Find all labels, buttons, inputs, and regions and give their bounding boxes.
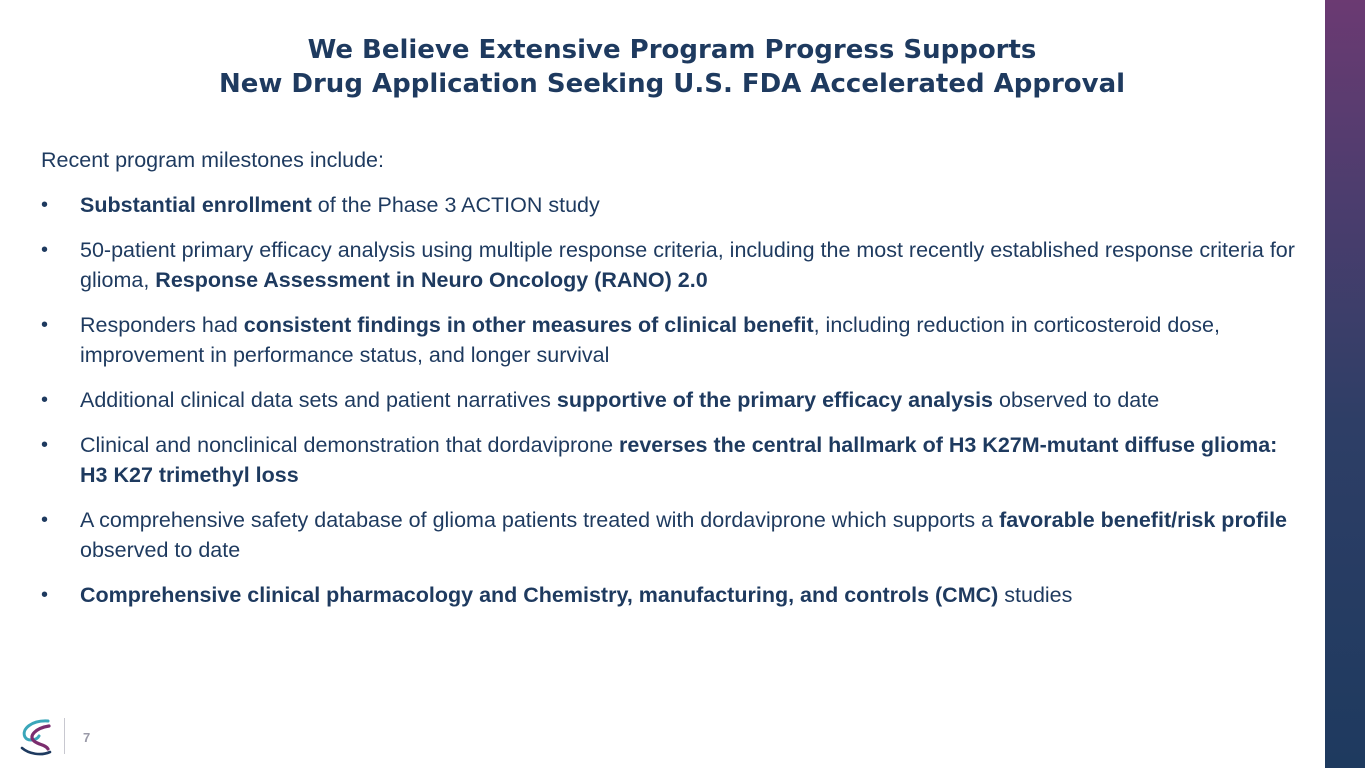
slide-body <box>41 145 1303 625</box>
slide-title <box>40 33 1304 101</box>
bullet-text: , including reduction in corticosteroid dose, improvement in performance status, and longer survival <box>80 313 1220 367</box>
bullet-text: studies <box>998 583 1073 607</box>
bullet-dot: • <box>41 239 49 261</box>
bullet-dot: • <box>41 194 49 216</box>
bullet-bold-text: reverses the central hallmark of H3 K27M-mutant diffuse glioma: H3 K27 trimethyl loss <box>80 433 1278 487</box>
bullet-dot: • <box>41 314 49 336</box>
bullet-dot: • <box>41 584 49 606</box>
title-line-2: New Drug Application Seeking U.S. FDA Accelerated Approval <box>218 69 1126 99</box>
bullet-text: 50-patient primary efficacy analysis using multiple response criteria, including the most recently established response criteria for glioma, <box>80 238 1295 292</box>
bullet-item <box>41 310 1303 370</box>
bullet-text: Additional clinical data sets and patient narratives <box>80 388 557 412</box>
bullet-bold-text: supportive of the primary efficacy analysis <box>556 388 994 412</box>
bullet-bold-text: Substantial enrollment <box>80 193 312 217</box>
bullet-item <box>41 505 1303 565</box>
bullet-bold-text: Response Assessment in Neuro Oncology (RANO) 2.0 <box>155 268 708 292</box>
milestone-list <box>41 190 1303 610</box>
bullet-item <box>41 190 1303 220</box>
bullet-text: Clinical and nonclinical demonstration that dordaviprone <box>80 433 620 457</box>
bullet-text: observed to date <box>993 388 1160 412</box>
page-number: 7 <box>83 730 91 745</box>
intro-text: Recent program milestones include: <box>41 148 384 172</box>
bullet-text: of the Phase 3 ACTION study <box>311 193 600 217</box>
footer-divider <box>64 718 65 754</box>
bullet-text: Responders had <box>80 313 244 337</box>
bullet-text: A comprehensive safety database of glioma patients treated with dordaviprone which supports a <box>80 508 1000 532</box>
bullet-bold-text: Comprehensive clinical pharmacology and Chemistry, manufacturing, and controls (CMC) <box>80 583 999 607</box>
bullet-dot: • <box>41 509 49 531</box>
bullet-dot: • <box>41 434 49 456</box>
bullet-dot: • <box>41 389 49 411</box>
bullet-text: observed to date <box>80 538 241 562</box>
bullet-bold-text: consistent findings in other measures of clinical benefit <box>243 313 814 337</box>
company-logo-icon <box>18 718 54 758</box>
bullet-item <box>41 430 1303 490</box>
decorative-side-bar <box>1325 0 1365 768</box>
title-line-1: We Believe Extensive Program Progress Supports <box>307 35 1037 65</box>
bullet-item <box>41 385 1303 415</box>
bullet-item <box>41 235 1303 295</box>
bullet-item <box>41 580 1303 610</box>
bullet-bold-text: favorable benefit/risk profile <box>999 508 1288 532</box>
